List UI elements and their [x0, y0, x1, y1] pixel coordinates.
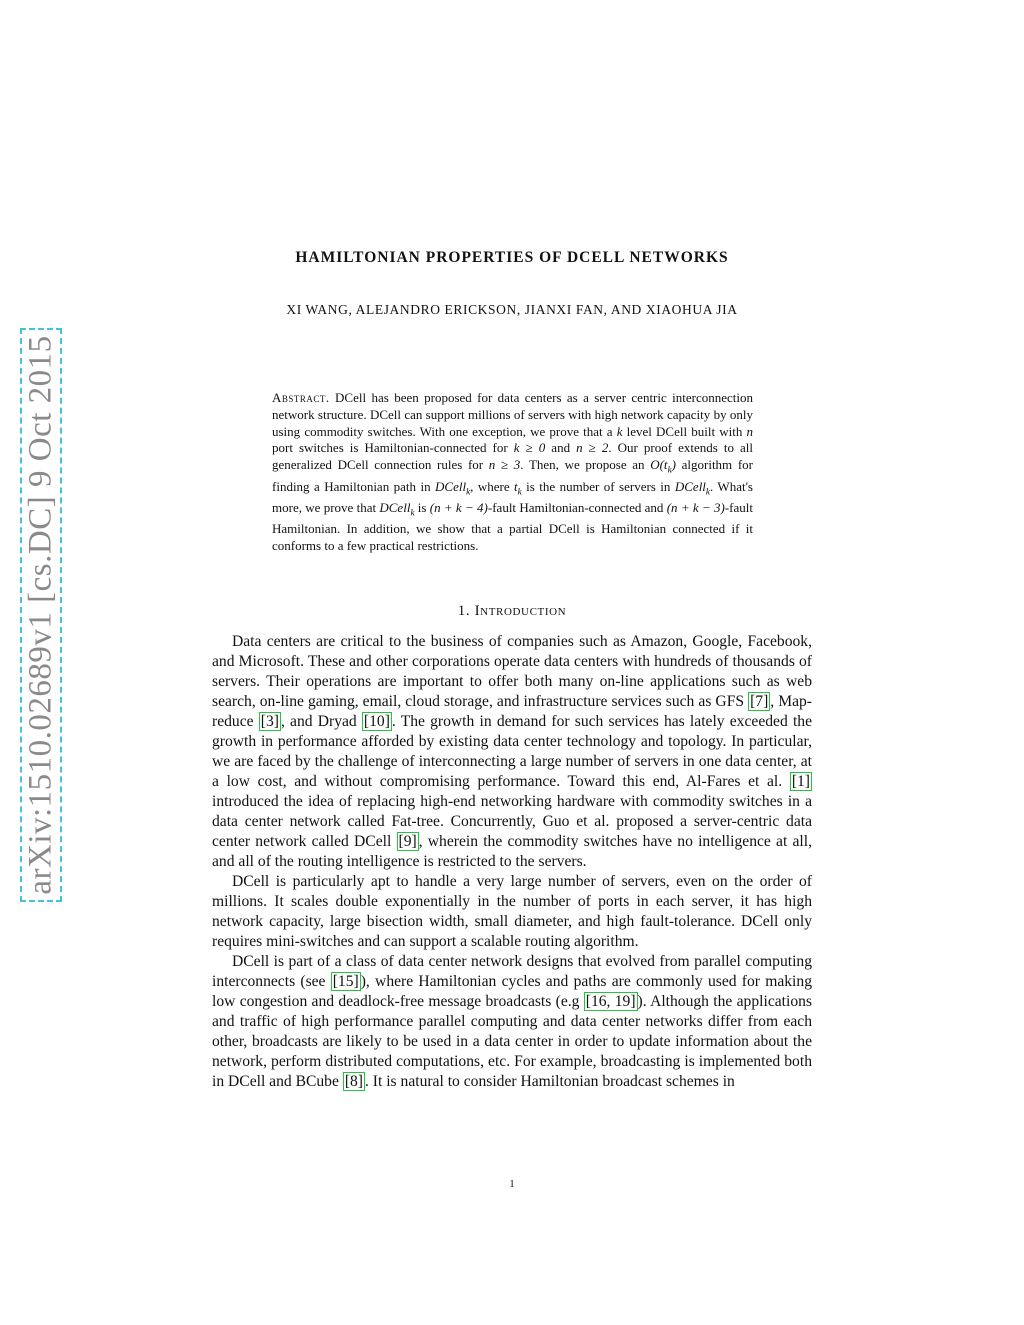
page-number: 1	[509, 1178, 515, 1190]
arxiv-stamp-text: arXiv:1510.02689v1 [cs.DC] 9 Oct 2015	[22, 335, 59, 895]
math-o-tk: $O(t_k)$	[650, 457, 676, 475]
math-n: n	[746, 423, 753, 439]
abstract-text: and	[545, 440, 577, 456]
paragraph-2: DCell is particularly apt to handle a very large number of servers, even on the order of millions. It scales double exponentially in the number of ports in each server, it has high network capacity, large bisection width, small diameter, and high fault-tolerance. DCell only requires mini-switches and can support a scalable routing algorithm.	[212, 873, 812, 950]
abstract-text: level DCell built with	[622, 423, 747, 439]
abstract-text: port switches is Hamiltonian-connected for	[272, 440, 514, 456]
paper-title: HAMILTONIAN PROPERTIES OF DCELL NETWORKS	[295, 249, 729, 266]
math-dcell-k: DCell$_k$	[435, 478, 471, 497]
paragraph-text: . It is natural to consider Hamiltonian broadcast schemes in	[365, 1073, 735, 1090]
section-name: Introduction	[474, 603, 567, 619]
section-number: 1.	[457, 603, 471, 619]
paragraph-text: Data centers are critical to the business of companies such as Amazon, Google, Facebook, and Microsoft. These and other corporations operate data centers with hundreds of thousands of servers. Their operations are important to offer both many on-line applications such as web search, on-line gaming, email, cloud storage, and infrastructure services such as GFS	[212, 633, 812, 710]
abstract-text: . Then, we propose an	[520, 457, 651, 473]
math-k: k	[616, 423, 623, 439]
math-n-ge-3: n ≥ 3	[488, 457, 521, 473]
paragraph-text: , Map-reduce	[212, 693, 812, 730]
abstract-text: is the number of servers in	[521, 478, 675, 494]
abstract-text: -fault Hamiltonian-connected and	[487, 499, 667, 515]
paper-authors: XI WANG, ALEJANDRO ERICKSON, JIANXI FAN, AND XIAOHUA JIA	[286, 302, 738, 317]
abstract-text: , where	[470, 478, 515, 494]
math-n-k-3: (n + k − 3)	[666, 499, 725, 515]
abstract	[272, 390, 753, 555]
math-k-ge-0: k ≥ 0	[513, 440, 546, 456]
math-t-k: $t_k$	[514, 478, 522, 497]
paragraph-text: ). Although the applications and traffic of high performance parallel computing and data center networks differ from each other, broadcasts are likely to be used in a data center in order to update information about the network, perform distributed computations, etc. For example, broadcasting is implemented both in DCell and BCube	[212, 993, 812, 1090]
citation-link[interactable]: [9]	[398, 833, 417, 850]
abstract-text: -fault Hamiltonian. In addition, we show that a partial DCell is Hamiltonian connected if it conforms to a few practical restrictions.	[272, 499, 753, 554]
paragraph-text: , and Dryad	[280, 713, 362, 730]
math-dcell-k: DCell$_k$	[379, 499, 415, 518]
citation-link[interactable]: [3]	[260, 713, 279, 730]
math-n-k-4: (n + k − 4)	[429, 499, 488, 515]
paragraph-text: ), where Hamiltonian cycles and paths are commonly used for making low congestion and deadlock-free message broadcasts (e.g	[212, 973, 812, 1010]
paragraph-3	[212, 952, 812, 1092]
paragraph-text: . The growth in demand for such services has lately exceeded the growth in performance afforded by existing data center technology and topology. In particular, we are faced by the challenge of interconnecting a large number of servers in one data center, at a low cost, and without compromising performance. Toward this end, Al-Fares et al.	[212, 713, 813, 790]
introduction-body	[212, 632, 812, 1092]
citation-link[interactable]: [10]	[363, 713, 390, 730]
paragraph-text: DCell is part of a class of data center network designs that evolved from parallel computing interconnects (see	[212, 953, 812, 990]
citation-link[interactable]: [16, 19]	[585, 993, 636, 1010]
math-dcell-k: DCell$_k$	[674, 478, 710, 497]
citation-link[interactable]: [7]	[750, 693, 769, 710]
abstract-text: is	[414, 499, 430, 515]
citation-link[interactable]: [8]	[344, 1073, 363, 1090]
paragraph-text: , wherein the commodity switches have no intelligence at all, and all of the routing intelligence is restricted to the servers.	[212, 833, 812, 870]
abstract-text: . Our proof extends to all generalized DCell connection rules for	[272, 440, 753, 473]
abstract-text: DCell has been proposed for data centers as a server centric interconnection network structure. DCell can support millions of servers with high network capacity by only using commodity switches. With one exception, we prove that a	[272, 390, 754, 439]
math-n-ge-2: n ≥ 2	[576, 440, 609, 456]
abstract-label: Abstract.	[272, 390, 330, 405]
abstract-text: algorithm for finding a Hamiltonian path in	[272, 457, 754, 494]
abstract-text: . What's more, we prove that	[272, 478, 753, 515]
citation-link[interactable]: [15]	[332, 973, 359, 990]
section-heading-introduction	[0, 603, 1024, 620]
citation-link[interactable]: [1]	[791, 773, 810, 790]
paragraph-1	[212, 632, 812, 872]
paragraph-text: introduced the idea of replacing high-end networking hardware with commodity switches in a data center network called Fat-tree. Concurrently, Guo et al. proposed a server-centric data center network called DCell	[212, 793, 812, 850]
